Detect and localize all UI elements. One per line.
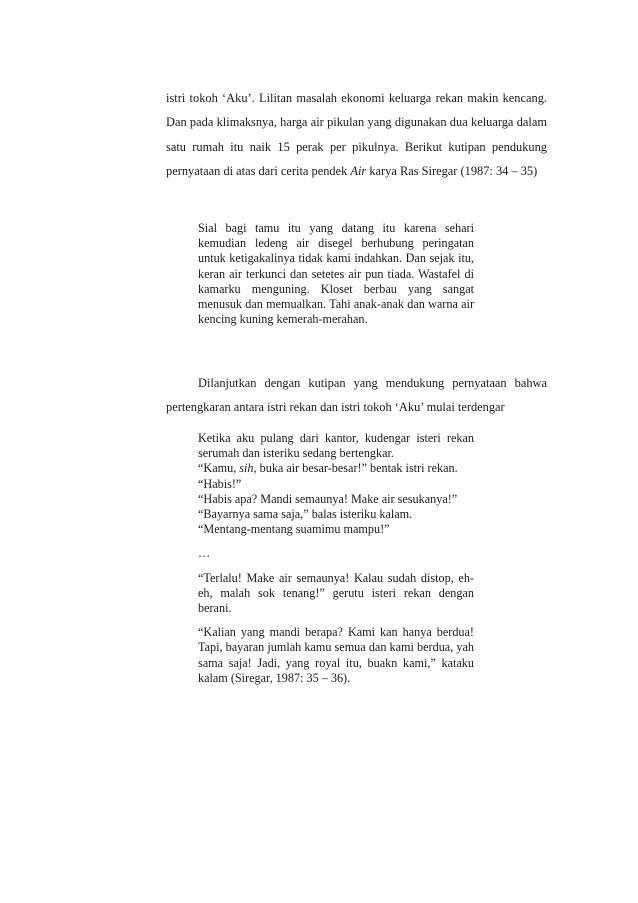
block-quote-2 — [198, 431, 474, 686]
quote-2-line-2 — [198, 461, 474, 476]
quote-2-line-8: “Kalian yang mandi berapa? Kami kan hanya berdua! Tapi, bayaran jumlah kamu semua dan kami berdua, yah sama saja! Jadi, yang royal itu, buakn kami,” kataku kalam (Siregar, 1987: 35 – 36). — [198, 625, 474, 685]
paragraph-1-citation: karya Ras Siregar (1987: 34 – 35) — [366, 163, 538, 178]
quote-2-line-2-end: , buka air besar-besar!” bentak istri rekan. — [253, 461, 458, 476]
quote-2-line-7: “Terlalu! Make air semaunya! Kalau sudah distop, eh-eh, malah sok tenang!” gerutu isteri rekan dengan berani. — [198, 570, 474, 616]
quote-2-line-2-italic: sih — [239, 461, 254, 476]
quote-2-line-2-start: “Kamu, — [198, 461, 240, 476]
quote-2-line-1: Ketika aku pulang dari kantor, kudengar isteri rekan serumah dan isteriku sedang bertengkar. — [198, 431, 474, 461]
quote-2-line-6: “Mentang-mentang suamimu mampu!” — [198, 522, 390, 537]
quote-2-line-3: “Habis!” — [198, 476, 242, 491]
block-quote-1: Sial bagi tamu itu yang datang itu karena sehari kemudian ledeng air disegel berhubung peringatan untuk ketigakalinya tidak kami indahkan. Dan sejak itu, keran air terkunci dan setetes air pun tiada. Wastafel di kamarku menguning. Kloset berbau yang sangat menusuk dan memualkan. Tahi anak-anak dan warna air kencing kuning kemerah-merahan. — [198, 221, 474, 327]
quote-2-ellipsis: … — [198, 546, 211, 561]
story-title: Air — [350, 163, 367, 178]
paragraph-1-text: istri tokoh ‘Aku’. Lilitan masalah ekonomi keluarga rekan makin kencang. Dan pada klimaksnya, harga air pikulan yang digunakan dua keluarga dalam satu rumah itu naik 15 perak per pikulnya. Berikut kutipan pendukung pernyataan di atas dari cerita pendek — [166, 91, 547, 178]
quote-2-line-5: “Bayarnya sama saja,” balas isteriku kalam. — [198, 507, 413, 522]
body-paragraph-1 — [166, 86, 547, 183]
body-paragraph-2: Dilanjutkan dengan kutipan yang mendukung pernyataan bahwa pertengkaran antara istri rekan dan istri tokoh ‘Aku’ mulai terdengar — [166, 376, 547, 415]
quote-2-line-4: “Habis apa? Mandi semaunya! Make air sesukanya!” — [198, 491, 458, 506]
